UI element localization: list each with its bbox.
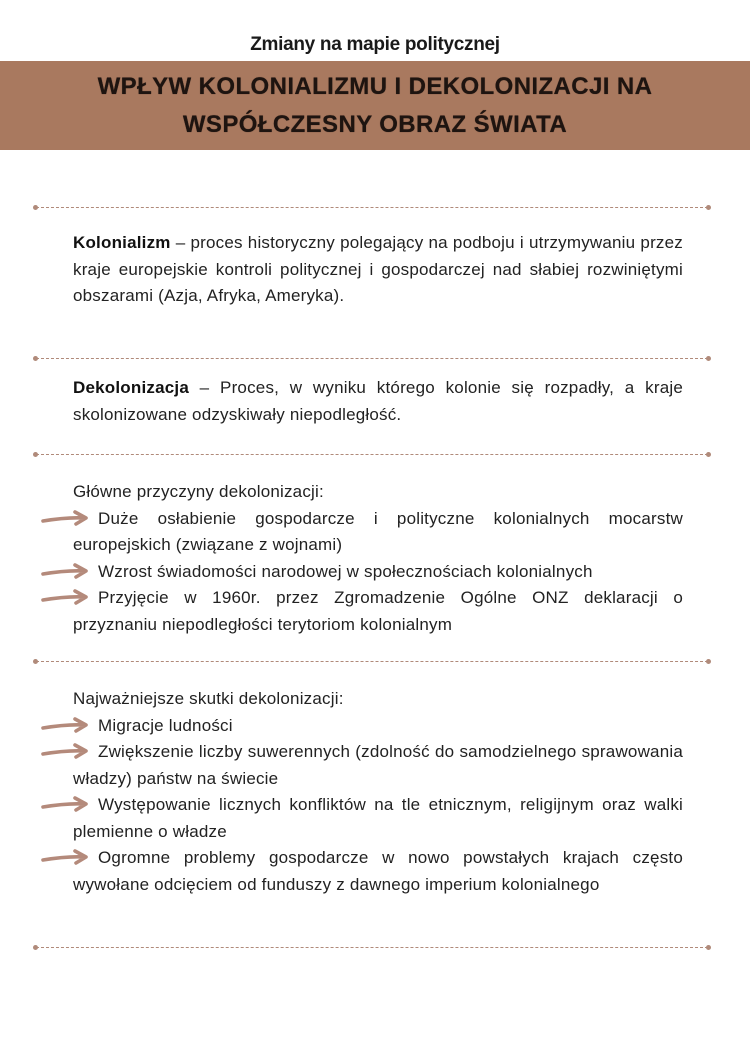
list-item — [73, 559, 683, 586]
page-title-line-2: WSPÓŁCZESNY OBRAZ ŚWIATA — [182, 110, 568, 138]
divider — [36, 947, 708, 948]
arrow-right-icon — [41, 717, 91, 735]
arrow-right-icon — [41, 510, 91, 528]
divider — [36, 454, 708, 455]
divider — [36, 207, 708, 208]
effect-text: Migracje ludności — [98, 715, 233, 735]
list-item — [73, 713, 683, 740]
page-subtitle: Zmiany na mapie politycznej — [250, 34, 500, 55]
cause-text: Wzrost świadomości narodowej w społecznościach kolonialnych — [98, 561, 593, 581]
title-banner — [0, 61, 750, 150]
arrow-right-icon — [41, 743, 91, 761]
term-dekolonizacja: Dekolonizacja — [73, 378, 189, 397]
causes-section — [73, 479, 683, 638]
divider — [36, 358, 708, 359]
definition-dekolonizacja-text: – Proces, w wyniku którego kolonie się rozpadły, a kraje skolonizowane odzyskiwały niepodległość. — [73, 378, 683, 424]
term-kolonializm: Kolonializm — [73, 233, 171, 252]
arrow-right-icon — [41, 849, 91, 867]
arrow-right-icon — [41, 796, 91, 814]
effects-section — [73, 686, 683, 898]
arrow-right-icon — [41, 589, 91, 607]
list-item — [73, 739, 683, 792]
effect-text: Ogromne problemy gospodarcze w nowo powstałych krajach często wywołane odcięciem od funduszy z dawnego imperium kolonialnego — [73, 848, 683, 894]
list-item — [73, 792, 683, 845]
definition-dekolonizacja — [73, 375, 683, 428]
effects-heading: Najważniejsze skutki dekolonizacji: — [73, 689, 344, 708]
list-item — [73, 506, 683, 559]
page-title-line-1: WPŁYW KOLONIALIZMU I DEKOLONIZACJI NA — [97, 72, 653, 100]
list-item — [73, 585, 683, 638]
effect-text: Zwiększenie liczby suwerennych (zdolność do samodzielnego sprawowania władzy) państw na świecie — [73, 742, 683, 788]
causes-heading: Główne przyczyny dekolonizacji: — [73, 482, 324, 501]
definition-kolonializm-text: – proces historyczny polegający na podboju i utrzymywaniu przez kraje europejskie kontroli politycznej i gospodarczej nad słabiej rozwiniętymi obszarami (Azja, Afryka, Ameryka). — [73, 233, 683, 305]
definition-kolonializm — [73, 230, 683, 310]
effect-text: Występowanie licznych konfliktów na tle etnicznym, religijnym oraz walki plemienne o władze — [73, 795, 683, 841]
cause-text: Przyjęcie w 1960r. przez Zgromadzenie Ogólne ONZ deklaracji o przyznaniu niepodległości terytoriom kolonialnym — [73, 588, 683, 634]
divider — [36, 661, 708, 662]
cause-text: Duże osłabienie gospodarcze i polityczne kolonialnych mocarstw europejskich (związane z wojnami) — [73, 508, 683, 554]
list-item — [73, 845, 683, 898]
arrow-right-icon — [41, 563, 91, 581]
